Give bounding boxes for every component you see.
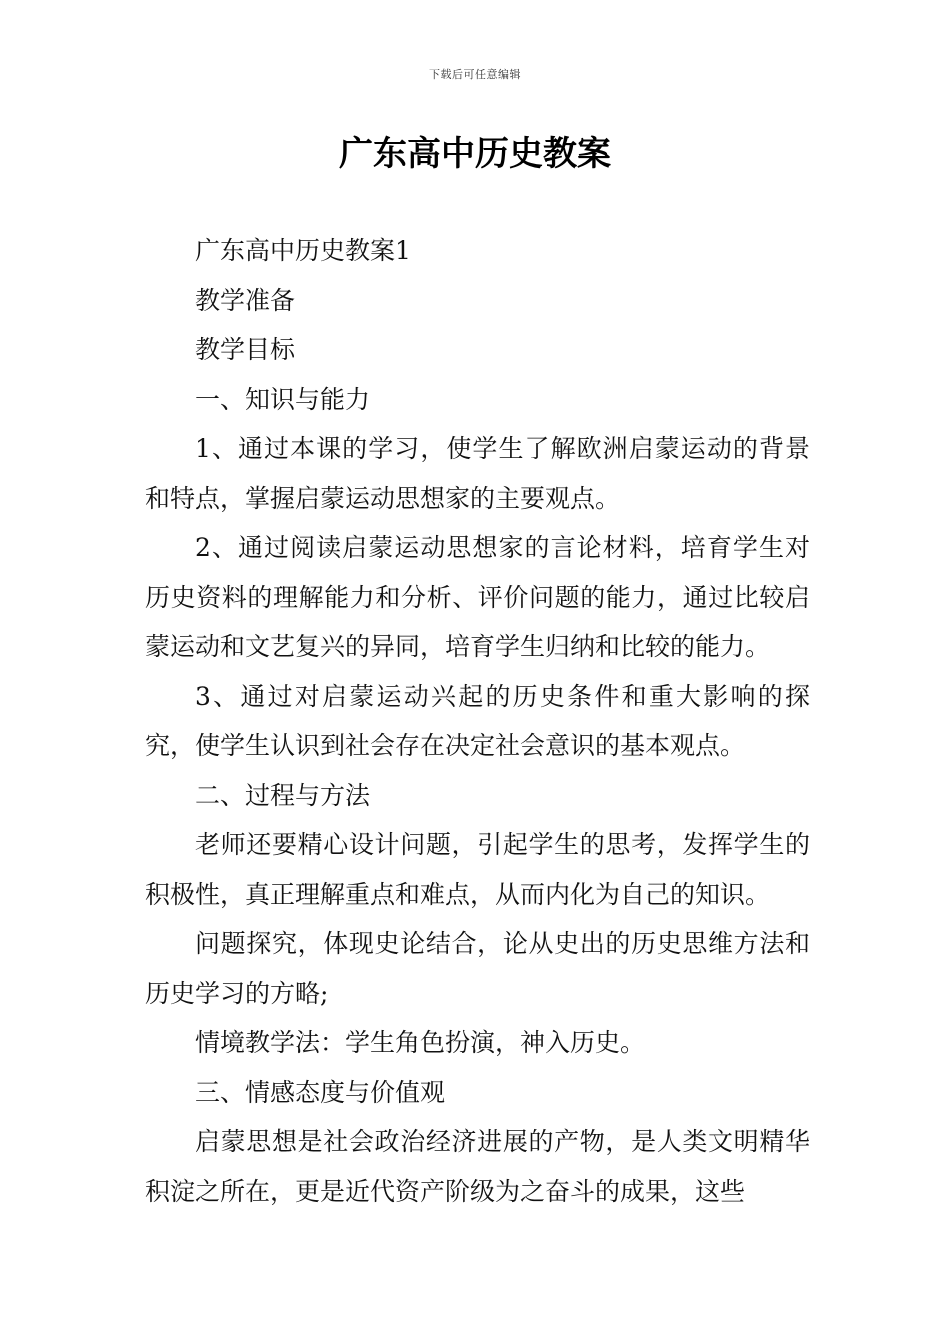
paragraph: 一、知识与能力 [195, 384, 371, 414]
paragraph: 问题探究，体现史论结合，论从史出的历史思维方法和历史学习的方略; [145, 929, 810, 1008]
paragraph: 二、过程与方法 [195, 780, 371, 810]
paragraph: 教学目标 [195, 335, 296, 364]
paragraph: 2、通过阅读启蒙运动思想家的言论材料，培育学生对历史资料的理解能力和分析、评价问题的能力，通过比较启蒙运动和文艺复兴的异同，培育学生归纳和比较的能力。 [145, 533, 810, 661]
paragraph: 三、情感态度与价值观 [195, 1077, 446, 1107]
paragraph: 启蒙思想是社会政治经济进展的产物，是人类文明精华积淀之所在，更是近代资产阶级为之奋斗的成果，这些 [145, 1127, 810, 1206]
paragraph: 教学准备 [195, 285, 296, 315]
header-note: 下载后可任意编辑 [429, 68, 521, 81]
paragraph: 广东高中历史教案1 [195, 236, 411, 265]
document-title: 广东高中历史教案 [339, 134, 611, 174]
document-body [145, 226, 810, 1216]
paragraph: 3、通过对启蒙运动兴起的历史条件和重大影响的探究，使学生认识到社会存在决定社会意识的基本观点。 [145, 681, 810, 760]
paragraph: 老师还要精心设计问题，引起学生的思考，发挥学生的积极性，真正理解重点和难点，从而内化为自己的知识。 [145, 830, 810, 909]
paragraph: 情境教学法：学生角色扮演，神入历史。 [195, 1028, 646, 1057]
paragraph: 1、通过本课的学习，使学生了解欧洲启蒙运动的背景和特点，掌握启蒙运动思想家的主要观点。 [145, 434, 810, 513]
